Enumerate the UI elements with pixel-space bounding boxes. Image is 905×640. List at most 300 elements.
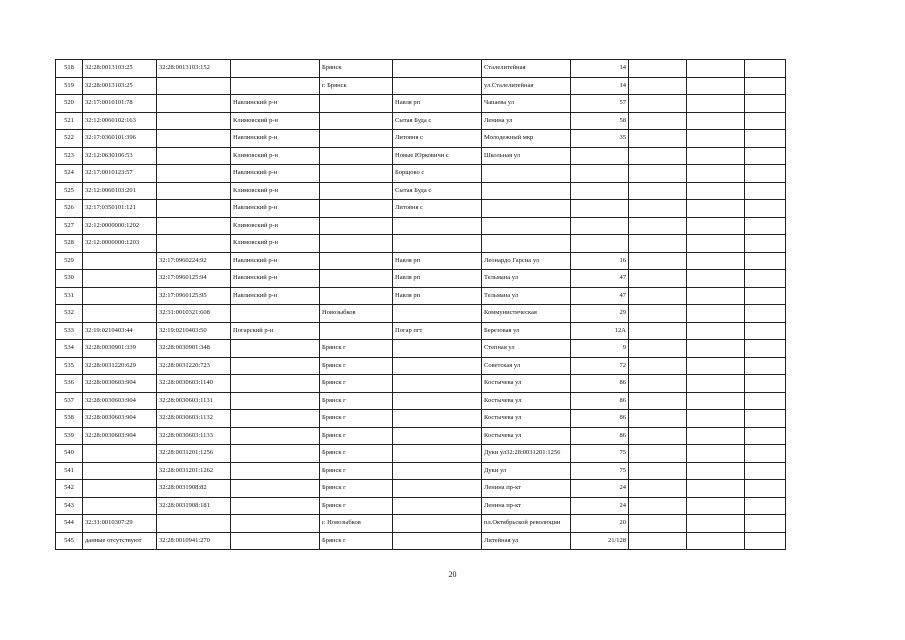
cell-row-number: 523 [56,147,83,165]
cell-cadastral-number-land: 32:28:0013103:25 [83,77,157,95]
cell-empty [745,77,786,95]
cell-cadastral-number-building [157,147,231,165]
cell-cadastral-number-building: 32:31:0010321:608 [157,305,231,323]
cell-empty [745,322,786,340]
cell-house-number: 75 [571,445,629,463]
cell-house-number [571,182,629,200]
cell-empty [629,270,687,288]
table-row [56,200,842,218]
cell-cadastral-number-land [83,462,157,480]
cell-street [482,217,571,235]
cell-city [320,322,393,340]
table-row [56,182,842,200]
cell-district: Климовский р-н [231,112,320,130]
cell-house-number: 86 [571,410,629,428]
cell-empty [745,270,786,288]
cell-cadastral-number-building [157,165,231,183]
cell-street: Литейная ул [482,532,571,550]
cell-cadastral-number-building: 32:19:0210403:50 [157,322,231,340]
cell-row-number: 522 [56,130,83,148]
cell-cadastral-number-building: 32:28:0031201:1262 [157,462,231,480]
table-row [56,217,842,235]
cell-row-number: 542 [56,480,83,498]
cell-empty [629,410,687,428]
cell-empty [687,147,745,165]
cell-empty [745,165,786,183]
cell-empty [745,287,786,305]
cell-cadastral-number-building [157,200,231,218]
cell-row-number: 532 [56,305,83,323]
cell-settlement: Погар пгт [393,322,482,340]
cell-empty [687,217,745,235]
cell-settlement [393,445,482,463]
cell-district: Климовский р-н [231,217,320,235]
cell-row-number: 526 [56,200,83,218]
cell-house-number: 86 [571,427,629,445]
cell-cadastral-number-land [83,305,157,323]
cell-city [320,287,393,305]
cell-settlement [393,427,482,445]
cell-city: Брянск г [320,410,393,428]
cell-cadastral-number-land [83,445,157,463]
cell-city [320,165,393,183]
table-row [56,305,842,323]
cell-row-number: 531 [56,287,83,305]
cell-street [482,235,571,253]
cell-street: Молодежный мкр [482,130,571,148]
cell-house-number: 75 [571,462,629,480]
cell-cadastral-number-land [83,497,157,515]
cell-district [231,515,320,533]
cell-row-number: 537 [56,392,83,410]
cell-empty [687,462,745,480]
cell-cadastral-number-land: 32:12:0630106:53 [83,147,157,165]
cell-cadastral-number-building: 32:28:0031220:723 [157,357,231,375]
table-row [56,375,842,393]
cell-settlement: Навля рп [393,95,482,113]
cell-empty [745,375,786,393]
cell-house-number: 29 [571,305,629,323]
cell-house-number: 24 [571,480,629,498]
cell-house-number: 14 [571,60,629,78]
cell-street: Степная ул [482,340,571,358]
cell-settlement [393,77,482,95]
cell-city [320,112,393,130]
cell-empty [687,165,745,183]
cell-cadastral-number-land: 32:28:0031220:629 [83,357,157,375]
cell-house-number: 20 [571,515,629,533]
cell-row-number: 518 [56,60,83,78]
cell-house-number: 72 [571,357,629,375]
cell-city: Брянск г [320,375,393,393]
cell-row-number: 527 [56,217,83,235]
cell-street: Костычева ул [482,392,571,410]
cell-district: Климовский р-н [231,182,320,200]
cell-cadastral-number-building: 32:28:0030603:1140 [157,375,231,393]
cell-city: Брянск г [320,340,393,358]
cell-house-number: 86 [571,392,629,410]
cell-settlement [393,375,482,393]
cell-district [231,462,320,480]
cell-row-number: 520 [56,95,83,113]
cell-empty [687,445,745,463]
cell-cadastral-number-land: 32:28:0030603:904 [83,392,157,410]
cell-district [231,77,320,95]
cell-empty [687,130,745,148]
cell-street: Березовая ул [482,322,571,340]
cell-empty [629,252,687,270]
cell-settlement [393,357,482,375]
table-row [56,322,842,340]
cell-district: Погарский р-н [231,322,320,340]
cell-cadastral-number-building [157,182,231,200]
cell-cadastral-number-land: 32:28:0030603:904 [83,375,157,393]
cell-cadastral-number-land: 32:19:0210403:44 [83,322,157,340]
cell-empty [687,427,745,445]
cell-row-number: 525 [56,182,83,200]
cell-settlement [393,462,482,480]
cell-settlement: Литовня с [393,130,482,148]
cell-district: Навлинский р-н [231,95,320,113]
cell-row-number: 521 [56,112,83,130]
cell-cadastral-number-building: 32:28:0031201:1256 [157,445,231,463]
cell-cadastral-number-building [157,217,231,235]
table-row [56,235,842,253]
cell-empty [745,95,786,113]
table-row [56,95,842,113]
cell-empty [745,392,786,410]
cell-cadastral-number-land [83,270,157,288]
cell-district: Навлинский р-н [231,252,320,270]
cell-settlement [393,217,482,235]
cell-row-number: 538 [56,410,83,428]
cell-empty [687,305,745,323]
cell-street: Тельмана ул [482,287,571,305]
cell-district: Навлинский р-н [231,165,320,183]
cell-settlement [393,480,482,498]
cell-house-number [571,235,629,253]
cell-empty [629,445,687,463]
cell-cadastral-number-land [83,480,157,498]
cell-empty [745,357,786,375]
cell-city: Брянск [320,60,393,78]
cell-house-number: 35 [571,130,629,148]
cell-empty [745,410,786,428]
cell-empty [687,375,745,393]
cell-district: Климовский р-н [231,147,320,165]
cell-cadastral-number-land: 32:17:0010101:78 [83,95,157,113]
cell-empty [687,497,745,515]
cell-district [231,427,320,445]
cell-empty [687,515,745,533]
cell-street: Ленина пр-кт [482,497,571,515]
cell-row-number: 544 [56,515,83,533]
cell-empty [745,217,786,235]
cell-city: Брянск г [320,392,393,410]
table-row [56,515,842,533]
cell-empty [687,322,745,340]
cell-street [482,200,571,218]
cell-empty [629,182,687,200]
cell-settlement: Навля рп [393,252,482,270]
cell-empty [629,95,687,113]
cell-row-number: 530 [56,270,83,288]
cell-row-number: 524 [56,165,83,183]
cell-empty [687,252,745,270]
cell-street: Школьная ул [482,147,571,165]
cell-cadastral-number-land [83,252,157,270]
page-number: 20 [448,570,457,579]
cell-house-number: 14 [571,77,629,95]
cell-cadastral-number-building [157,95,231,113]
cell-empty [745,445,786,463]
cell-district [231,445,320,463]
cell-cadastral-number-land: 32:12:0000000:1202 [83,217,157,235]
cell-cadastral-number-building: 32:28:0031908:82 [157,480,231,498]
cell-district [231,375,320,393]
cell-cadastral-number-building [157,235,231,253]
cell-empty [629,515,687,533]
cell-district: Климовский р-н [231,235,320,253]
cell-empty [687,60,745,78]
cell-city [320,147,393,165]
cell-empty [687,340,745,358]
cell-city [320,200,393,218]
table-row [56,270,842,288]
cell-empty [687,182,745,200]
cell-district: Навлинский р-н [231,287,320,305]
cell-cadastral-number-land: 32:28:0030603:904 [83,410,157,428]
cell-empty [687,112,745,130]
cell-row-number: 540 [56,445,83,463]
cell-district [231,340,320,358]
cell-settlement [393,392,482,410]
cell-cadastral-number-land: 32:28:0030603:904 [83,427,157,445]
cell-settlement [393,532,482,550]
cell-settlement [393,305,482,323]
cell-empty [629,340,687,358]
cell-street: Костычева ул [482,375,571,393]
cell-empty [687,532,745,550]
table-row [56,480,842,498]
cell-street: Советская ул [482,357,571,375]
cell-house-number [571,165,629,183]
cell-district [231,532,320,550]
cell-cadastral-number-building [157,112,231,130]
cell-empty [745,532,786,550]
cell-empty [745,182,786,200]
cell-house-number: 47 [571,287,629,305]
cell-cadastral-number-building: 32:17:0960125:94 [157,270,231,288]
cell-settlement: Сытая Буда с [393,182,482,200]
cell-city: Брянск г [320,497,393,515]
cell-row-number: 533 [56,322,83,340]
cell-empty [629,532,687,550]
cell-row-number: 545 [56,532,83,550]
cell-empty [745,235,786,253]
cell-row-number: 528 [56,235,83,253]
cell-settlement [393,340,482,358]
cell-city: Брянск г [320,462,393,480]
cell-empty [745,515,786,533]
cell-district [231,357,320,375]
cadastral-register-table [55,59,842,550]
cell-city: г. Новозыбков [320,515,393,533]
table-row [56,287,842,305]
table-body [56,60,842,550]
cell-empty [629,462,687,480]
table-row [56,462,842,480]
cell-city: Брянск г [320,445,393,463]
cell-street: Костычева ул [482,427,571,445]
table-row [56,497,842,515]
cell-settlement [393,497,482,515]
cell-row-number: 541 [56,462,83,480]
cell-cadastral-number-building: 32:28:0013103:152 [157,60,231,78]
table-row [56,445,842,463]
cell-district: Навлинский р-н [231,130,320,148]
cell-district [231,305,320,323]
cell-district: Навлинский р-н [231,200,320,218]
cell-empty [687,77,745,95]
table-row [56,410,842,428]
cell-street: Дуки ул [482,462,571,480]
table-row [56,427,842,445]
cell-street: Костычева ул [482,410,571,428]
cell-empty [629,200,687,218]
cell-empty [629,287,687,305]
cell-settlement: Борщово с [393,165,482,183]
cell-row-number: 519 [56,77,83,95]
cell-cadastral-number-land: 32:12:0060102:163 [83,112,157,130]
cell-cadastral-number-land: 32:28:0030901:339 [83,340,157,358]
cell-street: Леонардо Гарсиа ул [482,252,571,270]
cell-city [320,182,393,200]
cell-street [482,165,571,183]
cell-empty [745,427,786,445]
table-row [56,77,842,95]
cell-empty [687,95,745,113]
cell-house-number: 47 [571,270,629,288]
cell-house-number: 16 [571,252,629,270]
cell-cadastral-number-building: 32:28:0030603:1131 [157,392,231,410]
cell-settlement: Сытая Буда с [393,112,482,130]
cell-house-number [571,200,629,218]
cell-district [231,480,320,498]
cell-settlement: Литовня с [393,200,482,218]
cell-empty [745,480,786,498]
cell-city [320,95,393,113]
table-row [56,357,842,375]
cell-cadastral-number-building: 32:17:0960224:92 [157,252,231,270]
cell-cadastral-number-building: 32:28:0030603:1132 [157,410,231,428]
cell-empty [629,77,687,95]
table-row [56,252,842,270]
cell-street: Сталелитейная [482,60,571,78]
cell-house-number: 9 [571,340,629,358]
cell-empty [745,147,786,165]
cell-empty [629,130,687,148]
cell-cadastral-number-building: 32:28:0030901:348 [157,340,231,358]
cell-empty [629,60,687,78]
cell-row-number: 529 [56,252,83,270]
cell-cadastral-number-land: 32:31:0010307:29 [83,515,157,533]
cell-street: Дуки ул32:28:0031201:1256 [482,445,571,463]
cell-city [320,270,393,288]
cell-empty [745,305,786,323]
cell-settlement: Навля рп [393,270,482,288]
cell-district: Навлинский р-н [231,270,320,288]
cell-empty [629,147,687,165]
cell-city: Брянск г [320,357,393,375]
cell-cadastral-number-building [157,77,231,95]
cell-city: Брянск г [320,480,393,498]
cell-house-number: 12А [571,322,629,340]
cell-empty [687,357,745,375]
cell-district [231,392,320,410]
cell-settlement [393,410,482,428]
cell-empty [629,497,687,515]
cell-street: ул.Сталелитейная [482,77,571,95]
table-row [56,112,842,130]
cell-cadastral-number-land: 32:17:0360101:396 [83,130,157,148]
cell-cadastral-number-building [157,130,231,148]
cell-street: Ленина ул [482,112,571,130]
cell-empty [687,287,745,305]
cell-settlement [393,235,482,253]
cell-street: пл.Октябрьской революции [482,515,571,533]
cell-cadastral-number-building: 32:28:0010941:270 [157,532,231,550]
table-row [56,165,842,183]
cell-house-number [571,217,629,235]
cell-cadastral-number-land: 32:12:0060103:201 [83,182,157,200]
cell-city: Брянск г [320,532,393,550]
table-row [56,392,842,410]
cell-empty [687,270,745,288]
cell-empty [687,410,745,428]
cell-empty [629,322,687,340]
cell-cadastral-number-land: 32:17:0350101:121 [83,200,157,218]
cell-cadastral-number-land: 32:28:0013103:25 [83,60,157,78]
cell-settlement: Навля рп [393,287,482,305]
cell-street: Чапаева ул [482,95,571,113]
cell-city: г. Брянск [320,77,393,95]
cell-empty [745,112,786,130]
cell-city [320,130,393,148]
cell-cadastral-number-building [157,515,231,533]
cell-house-number: 58 [571,112,629,130]
cell-cadastral-number-land: 32:12:0000000:1203 [83,235,157,253]
cell-empty [687,480,745,498]
cell-street: Тельмана ул [482,270,571,288]
cell-district [231,497,320,515]
cell-row-number: 535 [56,357,83,375]
cell-empty [629,305,687,323]
cell-house-number [571,147,629,165]
cell-house-number: 24 [571,497,629,515]
cell-street: Ленина пр-кт [482,480,571,498]
cell-cadastral-number-land: 32:17:0010123:57 [83,165,157,183]
cell-district [231,410,320,428]
table-row [56,340,842,358]
cell-city [320,235,393,253]
cell-empty [629,235,687,253]
cell-empty [629,165,687,183]
cell-cadastral-number-building: 32:28:0030603:1133 [157,427,231,445]
cell-empty [745,462,786,480]
cell-cadastral-number-land: данные отсутствуют [83,532,157,550]
cell-empty [629,427,687,445]
